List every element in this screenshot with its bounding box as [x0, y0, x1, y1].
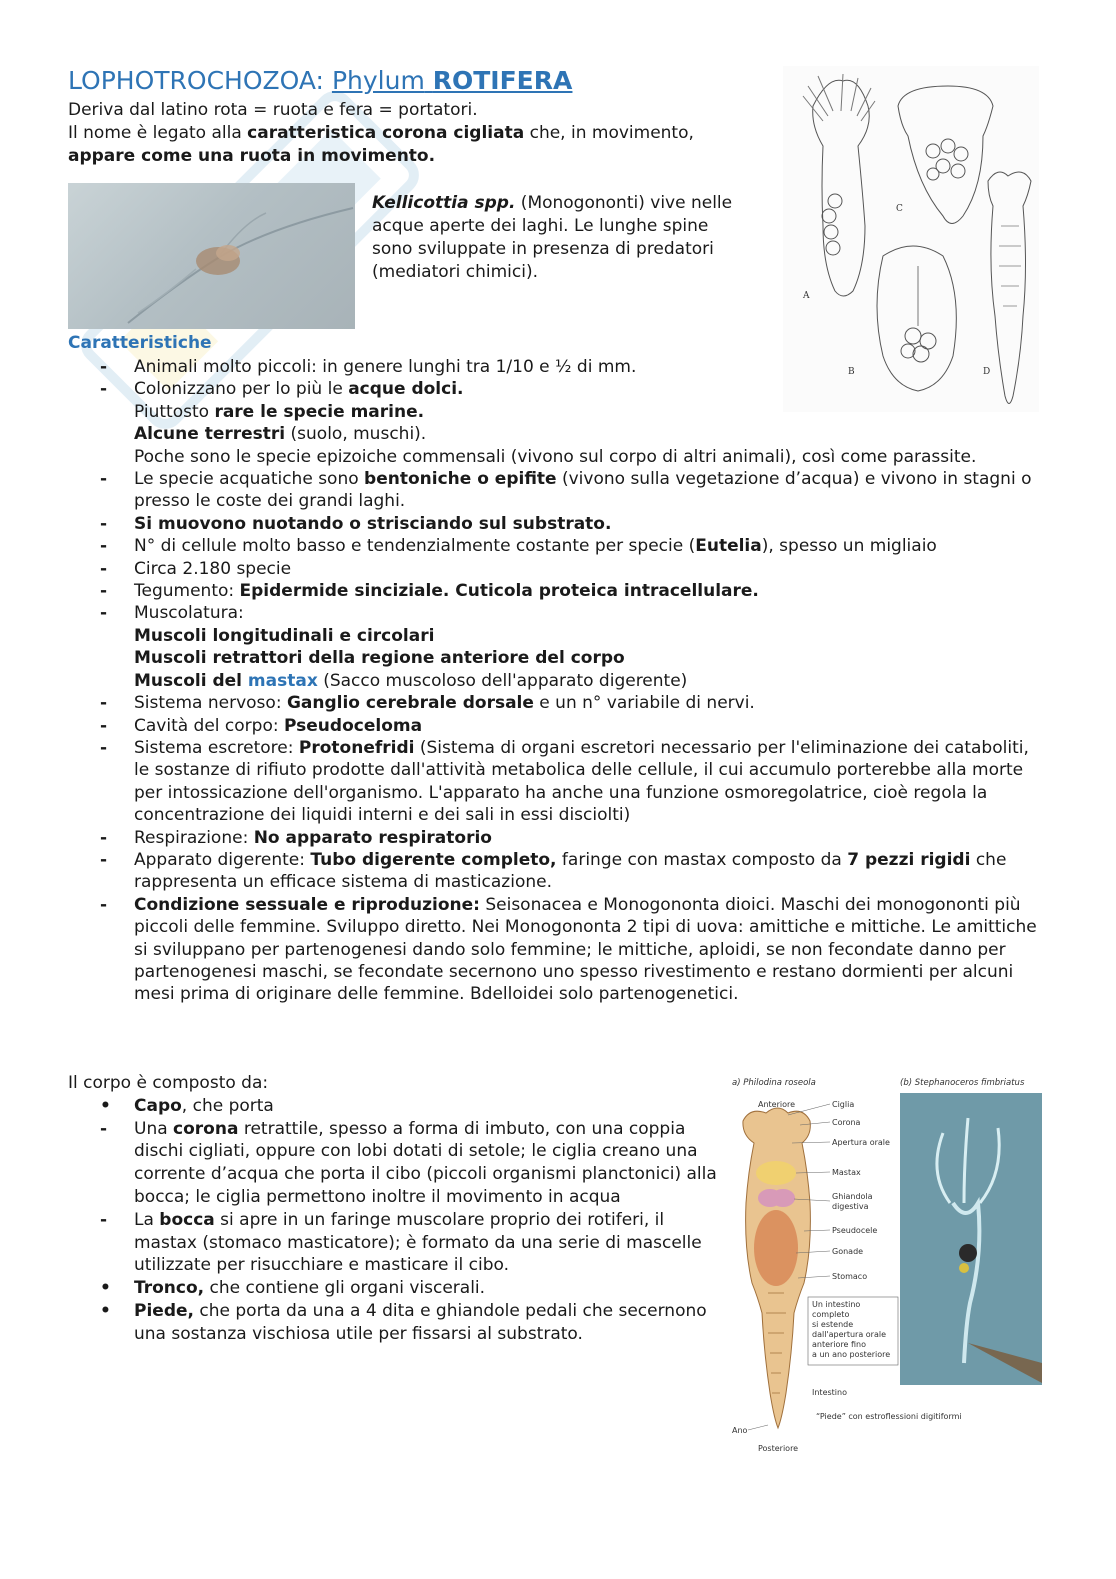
label-c: C	[896, 204, 903, 214]
body-intro: Il corpo è composto da:	[68, 1073, 269, 1093]
intro-line-1: Deriva dal latino rota = ruota e fera = portatori.	[68, 100, 478, 120]
list-item: - Sistema nervoso: Ganglio cerebrale dorsale e un n° variabile di nervi.	[100, 693, 755, 714]
svg-text:anteriore fino: anteriore fino	[812, 1340, 867, 1349]
mastax-term: mastax	[247, 670, 318, 691]
intro-line-2: Il nome è legato alla caratteristica corona cigliata che, in movimento,	[68, 123, 694, 143]
svg-text:digestiva: digestiva	[832, 1202, 869, 1211]
svg-text:dall'apertura orale: dall'apertura orale	[812, 1330, 886, 1339]
page-title	[68, 66, 572, 95]
svg-text:Gonade: Gonade	[832, 1247, 864, 1256]
caption-b: (b) Stephanoceros fimbriatus	[900, 1078, 1025, 1088]
svg-text:completo: completo	[812, 1310, 850, 1319]
list-item: - Le specie acquatiche sono bentoniche o epifite (vivono sulla vegetazione d’acqua) e vivono in stagni o presso le coste dei grandi laghi.	[100, 469, 1032, 512]
list-continuation: Muscoli longitudinali e circolari	[134, 625, 435, 646]
svg-text:Stomaco: Stomaco	[832, 1272, 868, 1281]
list-item: - N° di cellule molto basso e tendenzialmente costante per specie (Eutelia), spesso un migliaio	[100, 536, 937, 557]
list-item: - Si muovono nuotando o strisciando sul substrato.	[100, 513, 612, 534]
section-heading-caratteristiche: Caratteristiche	[68, 333, 212, 353]
list-continuation: Poche sono le specie epizoiche commensali (vivono sul corpo di altri animali), così come parassite.	[134, 446, 977, 467]
svg-text:Corona: Corona	[832, 1118, 861, 1127]
title-name: ROTIFERA	[432, 66, 573, 95]
list-item: - Tegumento: Epidermide sinciziale. Cuticola proteica intracellulare.	[100, 581, 759, 602]
list-item: - Respirazione: No apparato respiratorio	[100, 827, 492, 848]
list-item: - Cavità del corpo: Pseudoceloma	[100, 715, 423, 736]
label-d: D	[983, 367, 991, 377]
list-item: - Apparato digerente: Tubo digerente completo, faringe con mastax composto da 7 pezzi rigidi che rappresenta un efficace sistema di masticazione.	[100, 849, 1007, 893]
list-item: - Muscolatura:	[100, 603, 244, 624]
svg-text:Anteriore: Anteriore	[758, 1100, 796, 1109]
kellicottia-photo	[68, 183, 355, 329]
svg-text:Mastax: Mastax	[832, 1168, 861, 1177]
svg-text:Ciglia: Ciglia	[832, 1100, 855, 1109]
list-item: - Sistema escretore: Protonefridi (Sistema di organi escretori necessario per l'eliminazione dei cataboliti, le sostanze di rifiuto prodotte dall'attività metabolica delle cellule, il cui accumulo porterebbe alla morte per intossicazione dell'organismo. L'apparato ha anche una funzione osmoregolatrice, cioè regola la concentrazione dei liquidi interni e dei sali in essi disciolti)	[100, 737, 1029, 826]
kellicottia-species: Kellicottia spp.	[372, 193, 516, 213]
kellicottia-caption: Kellicottia spp. (Monogononti) vive nelle acque aperte dei laghi. Le lunghe spine sono sviluppate in presenza di predatori (mediatori chimici).	[372, 193, 733, 282]
list-continuation: Piuttosto rare le specie marine.	[134, 401, 425, 422]
list-item: - Circa 2.180 specie	[100, 558, 292, 579]
svg-text:“Piede” con estroflessioni dig: “Piede” con estroflessioni digitiformi	[816, 1412, 962, 1421]
list-item: • Capo, che porta	[100, 1095, 274, 1116]
characteristics-list	[0, 356, 1116, 1006]
caption-a: a) Philodina roseola	[732, 1078, 816, 1088]
list-continuation: Muscoli retrattori della regione anteriore del corpo	[134, 648, 625, 669]
label-a: A	[803, 291, 810, 301]
svg-text:Ghiandola: Ghiandola	[832, 1192, 873, 1201]
list-continuation: Alcune terrestri (suolo, muschi).	[134, 424, 427, 445]
list-item: - Animali molto piccoli: in genere lunghi tra 1/10 e ½ di mm.	[100, 357, 637, 377]
intro-line-3: appare come una ruota in movimento.	[68, 146, 436, 166]
svg-text:Intestino: Intestino	[812, 1388, 847, 1397]
list-continuation: Muscoli del mastax (Sacco muscoloso dell'apparato digerente)	[134, 670, 688, 691]
title-prefix: LOPHOTROCHOZOA:	[68, 66, 324, 95]
svg-text:Apertura orale: Apertura orale	[832, 1138, 890, 1147]
stephanoceros-photo	[900, 1093, 1042, 1385]
svg-text:si estende: si estende	[812, 1320, 854, 1329]
title-phylum: Phylum	[331, 66, 425, 95]
svg-text:Un intestino: Un intestino	[812, 1300, 861, 1309]
list-item: • Tronco, che contiene gli organi viscerali.	[100, 1278, 486, 1299]
list-item: - Colonizzano per lo più le acque dolci.	[100, 379, 464, 400]
rotifer-anatomy-figure	[728, 1073, 1046, 1458]
svg-text:a un ano posteriore: a un ano posteriore	[812, 1350, 891, 1359]
list-item: • Piede, che porta da una a 4 dita e ghiandole pedali che secernono una sostanza vischiosa utile per fissarsi al substrato.	[100, 1300, 707, 1344]
list-item: - Condizione sessuale e riproduzione: Seisonacea e Monogononta dioici. Maschi dei monogononti più piccoli delle femmine. Sviluppo diretto. Nei Monogononta 2 tipi di uova: amittiche e mittiche. Le amittiche si sviluppano per partenogenesi dando solo femmine; le mittiche, aploidi, se non fecondate danno per partenogenesi maschi, se fecondate secernono uno spesso rivestimento e restano dormienti per alcuni mesi prima di originare delle femmine. Bdelloidei solo partenogenetici.	[100, 894, 1037, 1005]
list-item: - Una corona retrattile, spesso a forma di imbuto, con una coppia dischi cigliati, oppure con lobi dotati di setole; le ciglia creano una corrente d’acqua che porta il cibo (piccoli organismi planctonici) alla bocca; le ciglia permettono inoltre il movimento in acqua	[100, 1118, 717, 1207]
title-phylum-link[interactable]	[332, 66, 572, 95]
list-item: - La bocca si apre in un faringe muscolare proprio dei rotiferi, il mastax (stomaco masticatore); è formato da una serie di mascelle utilizzate per risucchiare e masticare il cibo.	[100, 1209, 702, 1276]
svg-text:Pseudocele: Pseudocele	[832, 1226, 878, 1235]
svg-text:Ano: Ano	[732, 1426, 748, 1435]
svg-text:Posteriore: Posteriore	[758, 1444, 799, 1453]
label-b: B	[848, 367, 855, 377]
